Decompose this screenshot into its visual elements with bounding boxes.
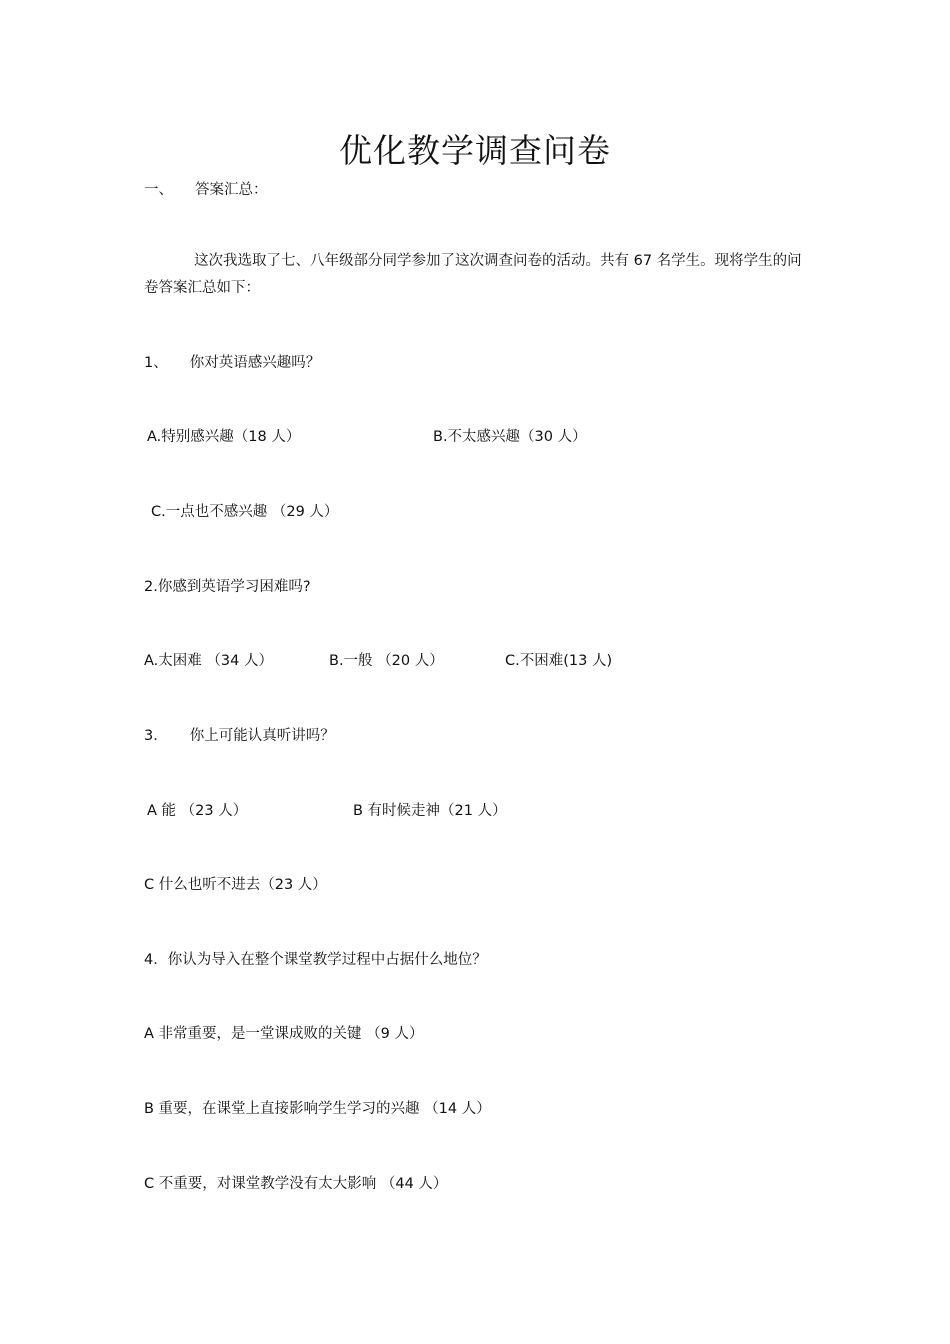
document-title: 优化教学调查问卷	[339, 131, 611, 170]
question-3-text: 你上可能认真听讲吗？	[189, 728, 335, 744]
section-heading	[144, 179, 268, 201]
question-1-text: 你对英语感兴趣吗？	[189, 355, 321, 371]
question-4-option-a: A 非常重要，是一堂课成败的关键 （9 人）	[144, 1026, 424, 1042]
question-1-number: 1、	[144, 355, 168, 371]
question-3-option-a: A 能 （23 人）	[147, 803, 248, 819]
section-heading-text: 答案汇总：	[195, 182, 268, 198]
question-3-option-c: C 什么也听不进去（23 人）	[144, 877, 327, 893]
question-1-option-a: A.特别感兴趣（18 人）	[147, 429, 301, 445]
question-4-text: 4．你认为导入在整个课堂教学过程中占据什么地位？	[144, 952, 487, 968]
question-2-option-c: C.不困难(13 人)	[505, 653, 613, 669]
question-2-option-b: B.一般 （20 人）	[329, 653, 444, 669]
intro-paragraph: 这次我选取了七、八年级部分同学参加了这次调查问卷的活动。共有 67 名学生。现将学生的问卷答案汇总如下：	[144, 253, 802, 296]
question-2-text: 2.你感到英语学习困难吗?	[144, 579, 311, 595]
section-number: 一、	[144, 182, 173, 198]
question-1-option-b: B.不太感兴趣（30 人）	[433, 429, 587, 445]
question-3-option-b: B 有时候走神（21 人）	[353, 803, 507, 819]
question-2-option-a: A.太困难 （34 人）	[144, 653, 273, 669]
question-4-option-c: C 不重要，对课堂教学没有太大影响 （44 人）	[144, 1176, 448, 1192]
question-4-option-b: B 重要，在课堂上直接影响学生学习的兴趣 （14 人）	[144, 1101, 491, 1117]
question-3-number: 3．	[144, 728, 168, 744]
question-3	[144, 725, 335, 747]
question-1-option-c: C.一点也不感兴趣 （29 人）	[151, 504, 339, 520]
question-1	[144, 352, 320, 374]
